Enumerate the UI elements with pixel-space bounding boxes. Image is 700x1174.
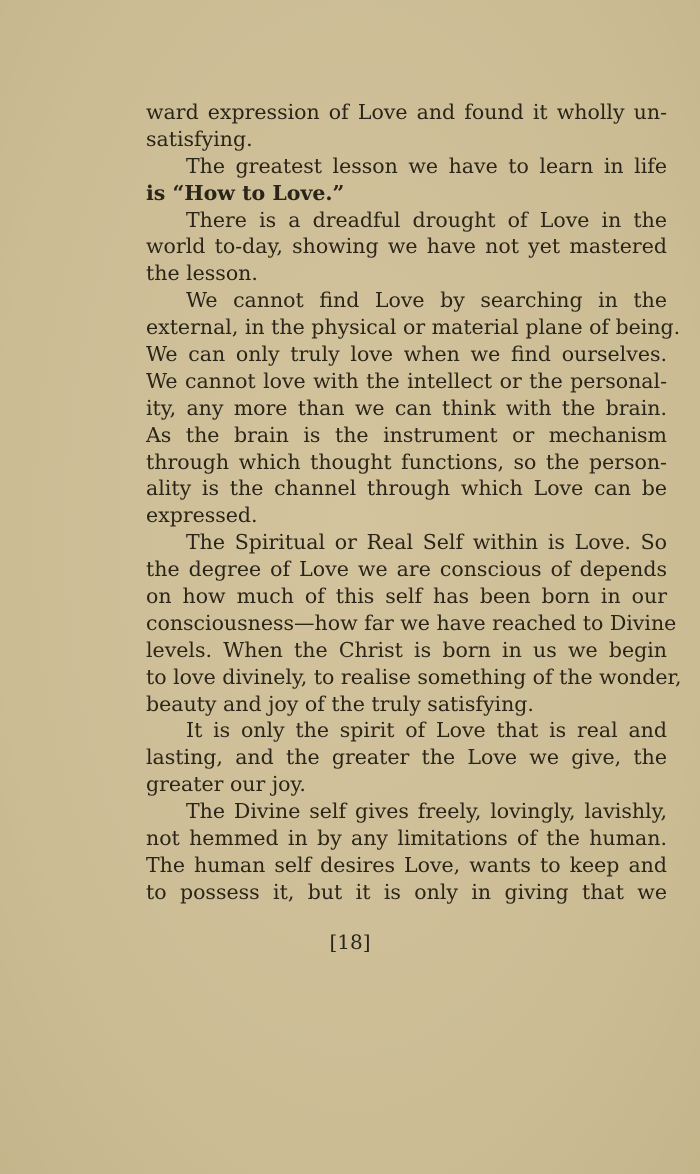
text-line: The human self desires Love, wants to keep and: [146, 852, 667, 877]
text-line: the lesson.: [146, 261, 258, 286]
text-line: expressed.: [146, 503, 258, 528]
text-line: is “How to Love.”: [146, 180, 345, 205]
text-line: greater our joy.: [146, 772, 306, 797]
text-line: satisfying.: [146, 126, 253, 151]
text-line: the degree of Love we are conscious of depends: [146, 557, 667, 582]
text-line: ity, any more than we can think with the brain.: [146, 395, 667, 420]
text-line: consciousness—how far we have reached to Divine: [146, 610, 677, 635]
text-line: through which thought functions, so the person-: [146, 449, 667, 474]
text-line: levels. When the Christ is born in us we begin: [146, 637, 667, 662]
text-line: ality is the channel through which Love can be: [146, 476, 667, 501]
text-line: The Spiritual or Real Self within is Love. So: [186, 530, 667, 555]
text-line: world to-day, showing we have not yet mastered: [146, 234, 667, 259]
text-line: lasting, and the greater the Love we give, the: [146, 745, 667, 770]
text-line: external, in the physical or material plane of being.: [146, 315, 681, 340]
text-line: to possess it, but it is only in giving that we: [146, 879, 667, 904]
text-line: beauty and joy of the truly satisfying.: [146, 691, 534, 716]
text-line: on how much of this self has been born in our: [146, 584, 667, 609]
page-number: [18]: [329, 930, 371, 954]
text-line: We cannot love with the intellect or the personal-: [146, 368, 667, 393]
text-line: We cannot find Love by searching in the: [186, 288, 667, 313]
text-line: As the brain is the instrument or mechanism: [146, 422, 667, 447]
text-line: The Divine self gives freely, lovingly, lavishly,: [186, 799, 667, 824]
text-line: ward expression of Love and found it wholly un-: [146, 100, 667, 124]
text-line: We can only truly love when we find ourselves.: [146, 342, 667, 367]
text-line: There is a dreadful drought of Love in the: [186, 207, 667, 232]
body-text: [146, 99, 682, 906]
text-line: The greatest lesson we have to learn in life: [186, 153, 667, 178]
text-line: to love divinely, to realise something of the wonder,: [146, 664, 682, 689]
text-line: not hemmed in by any limitations of the human.: [146, 826, 667, 851]
text-line: It is only the spirit of Love that is real and: [186, 718, 667, 743]
